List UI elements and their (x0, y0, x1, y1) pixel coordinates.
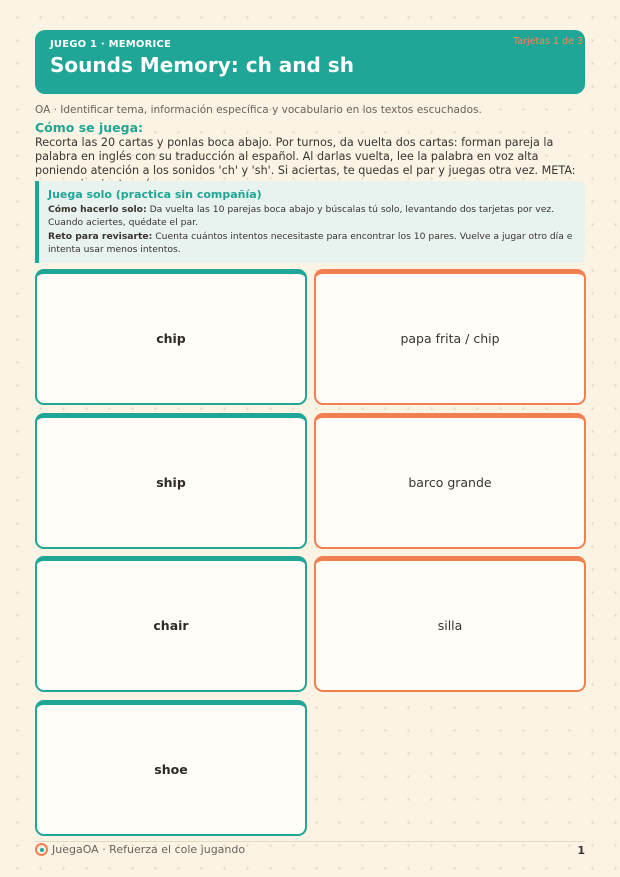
solo-challenge-text: Cuenta cuántos intentos necesitaste para encontrar los 10 pares. Vuelve a jugar otro día e intenta usar menos intentos. (48, 231, 573, 255)
card-english-4: shoe (35, 700, 307, 836)
page-header (35, 30, 585, 94)
page-title: Sounds Memory: ch and sh (50, 53, 354, 77)
solo-challenge-label: Reto para revisarte: (48, 231, 153, 242)
card-english-2: ship (35, 413, 307, 549)
card-spanish-1: papa frita / chip (314, 269, 586, 405)
footer-brand: JuegaOA · Refuerza el cole jugando (52, 843, 246, 856)
solo-heading: Juega solo (practica sin compañía) (48, 188, 262, 201)
card-english-1: chip (35, 269, 307, 405)
solo-challenge-paragraph (48, 231, 575, 256)
learning-objective: OA · Identificar tema, información específica y vocabulario en los textos escuchados. (35, 104, 482, 116)
card-spanish-3: silla (314, 556, 586, 692)
solo-play-box (35, 181, 585, 263)
card-spanish-2: barco grande (314, 413, 586, 549)
card-english-3: chair (35, 556, 307, 692)
game-kicker: JUEGO 1 · MEMORICE (50, 39, 172, 50)
solo-how-label: Cómo hacerlo solo: (48, 204, 147, 215)
how-to-heading: Cómo se juega: (35, 120, 144, 135)
solo-how-text: Da vuelta las 10 parejas boca abajo y búscalas tú solo, levantando dos tarjetas por vez. Cuando aciertes, quédate el par. (48, 204, 555, 228)
cards-page-tag: Tarjetas 1 de 3 (513, 36, 583, 47)
brand-logo-icon (35, 843, 48, 856)
solo-how-paragraph (48, 204, 575, 229)
footer-divider (35, 841, 585, 842)
footer (35, 843, 245, 856)
how-to-text: Recorta las 20 cartas y ponlas boca abajo. Por turnos, da vuelta dos cartas: forman pareja la palabra en inglés con su traducción al español. Al darlas vuelta, lee la palabra en voz alta poniendo atención a los sonidos 'ch' y 'sh'. Si aciertas, te quedas el par y juegas otra vez. META: (35, 136, 576, 177)
page-number: 1 (577, 844, 585, 857)
